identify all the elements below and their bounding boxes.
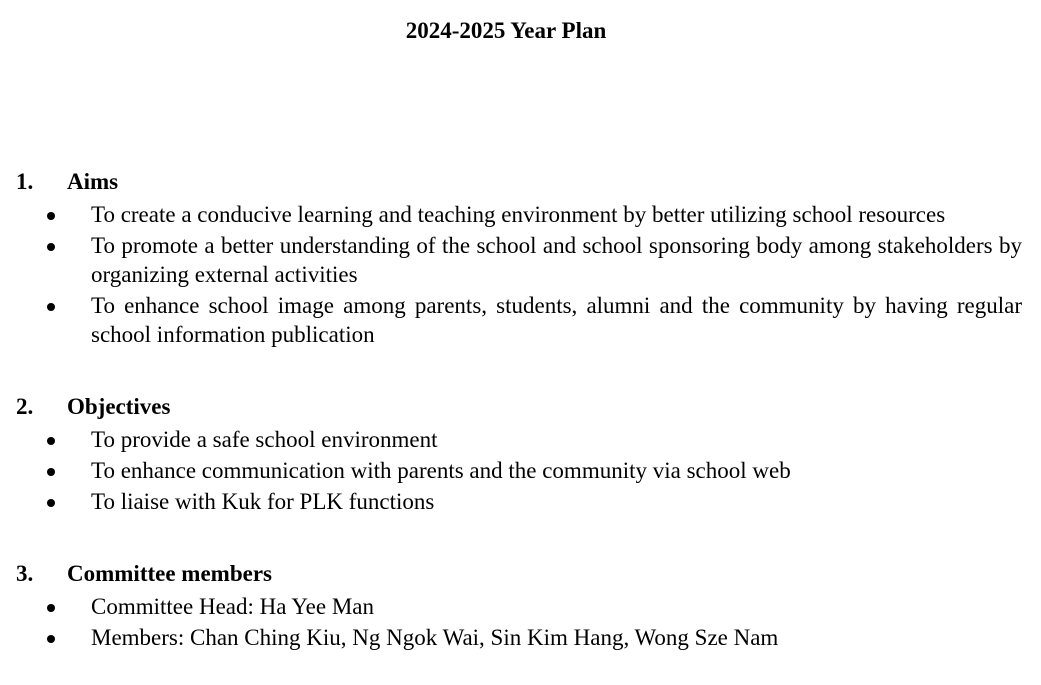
list-item: [16, 291, 1022, 349]
bullet-icon: [47, 243, 55, 251]
bullet-icon: [47, 437, 55, 445]
section-heading-objectives: [16, 392, 1022, 422]
section-number: 1.: [16, 169, 34, 194]
section-title: Aims: [67, 169, 119, 194]
section-title: Objectives: [67, 394, 171, 419]
bullet-icon: [47, 499, 55, 507]
list-item-text: To enhance school image among parents, students, alumni and the community by having regular school information publication: [91, 293, 1022, 347]
list-item: [16, 487, 1022, 516]
list-item: [16, 456, 1022, 485]
list-item-text: Members: Chan Ching Kiu, Ng Ngok Wai, Sin Kim Hang, Wong Sze Nam: [91, 625, 779, 650]
section-aims: [16, 167, 1022, 351]
committee-list: [16, 592, 1022, 652]
section-objectives: [16, 392, 1022, 518]
section-title: Committee members: [67, 561, 272, 586]
section-number: 3.: [16, 561, 34, 586]
section-number: 2.: [16, 394, 34, 419]
bullet-icon: [47, 468, 55, 476]
list-item-text: To liaise with Kuk for PLK functions: [91, 489, 435, 514]
objectives-list: [16, 425, 1022, 516]
list-item: [16, 200, 1022, 229]
list-item-text: Committee Head: Ha Yee Man: [91, 594, 374, 619]
list-item: [16, 425, 1022, 454]
list-item-text: To create a conducive learning and teaching environment by better utilizing school resources: [91, 202, 946, 227]
bullet-icon: [47, 303, 55, 311]
list-item-text: To promote a better understanding of the school and school sponsoring body among stakeholders by organizing external activities: [91, 233, 1022, 287]
section-heading-committee: [16, 559, 1022, 589]
section-heading-aims: [16, 167, 1022, 197]
section-committee-members: [16, 559, 1022, 654]
list-item: [16, 592, 1022, 621]
bullet-icon: [47, 212, 55, 220]
list-item: [16, 623, 1022, 652]
aims-list: [16, 200, 1022, 349]
list-item-text: To provide a safe school environment: [91, 427, 438, 452]
bullet-icon: [47, 635, 55, 643]
list-item-text: To enhance communication with parents and the community via school web: [91, 458, 791, 483]
list-item: [16, 231, 1022, 289]
bullet-icon: [47, 604, 55, 612]
page-title: 2024-2025 Year Plan: [405, 18, 607, 43]
